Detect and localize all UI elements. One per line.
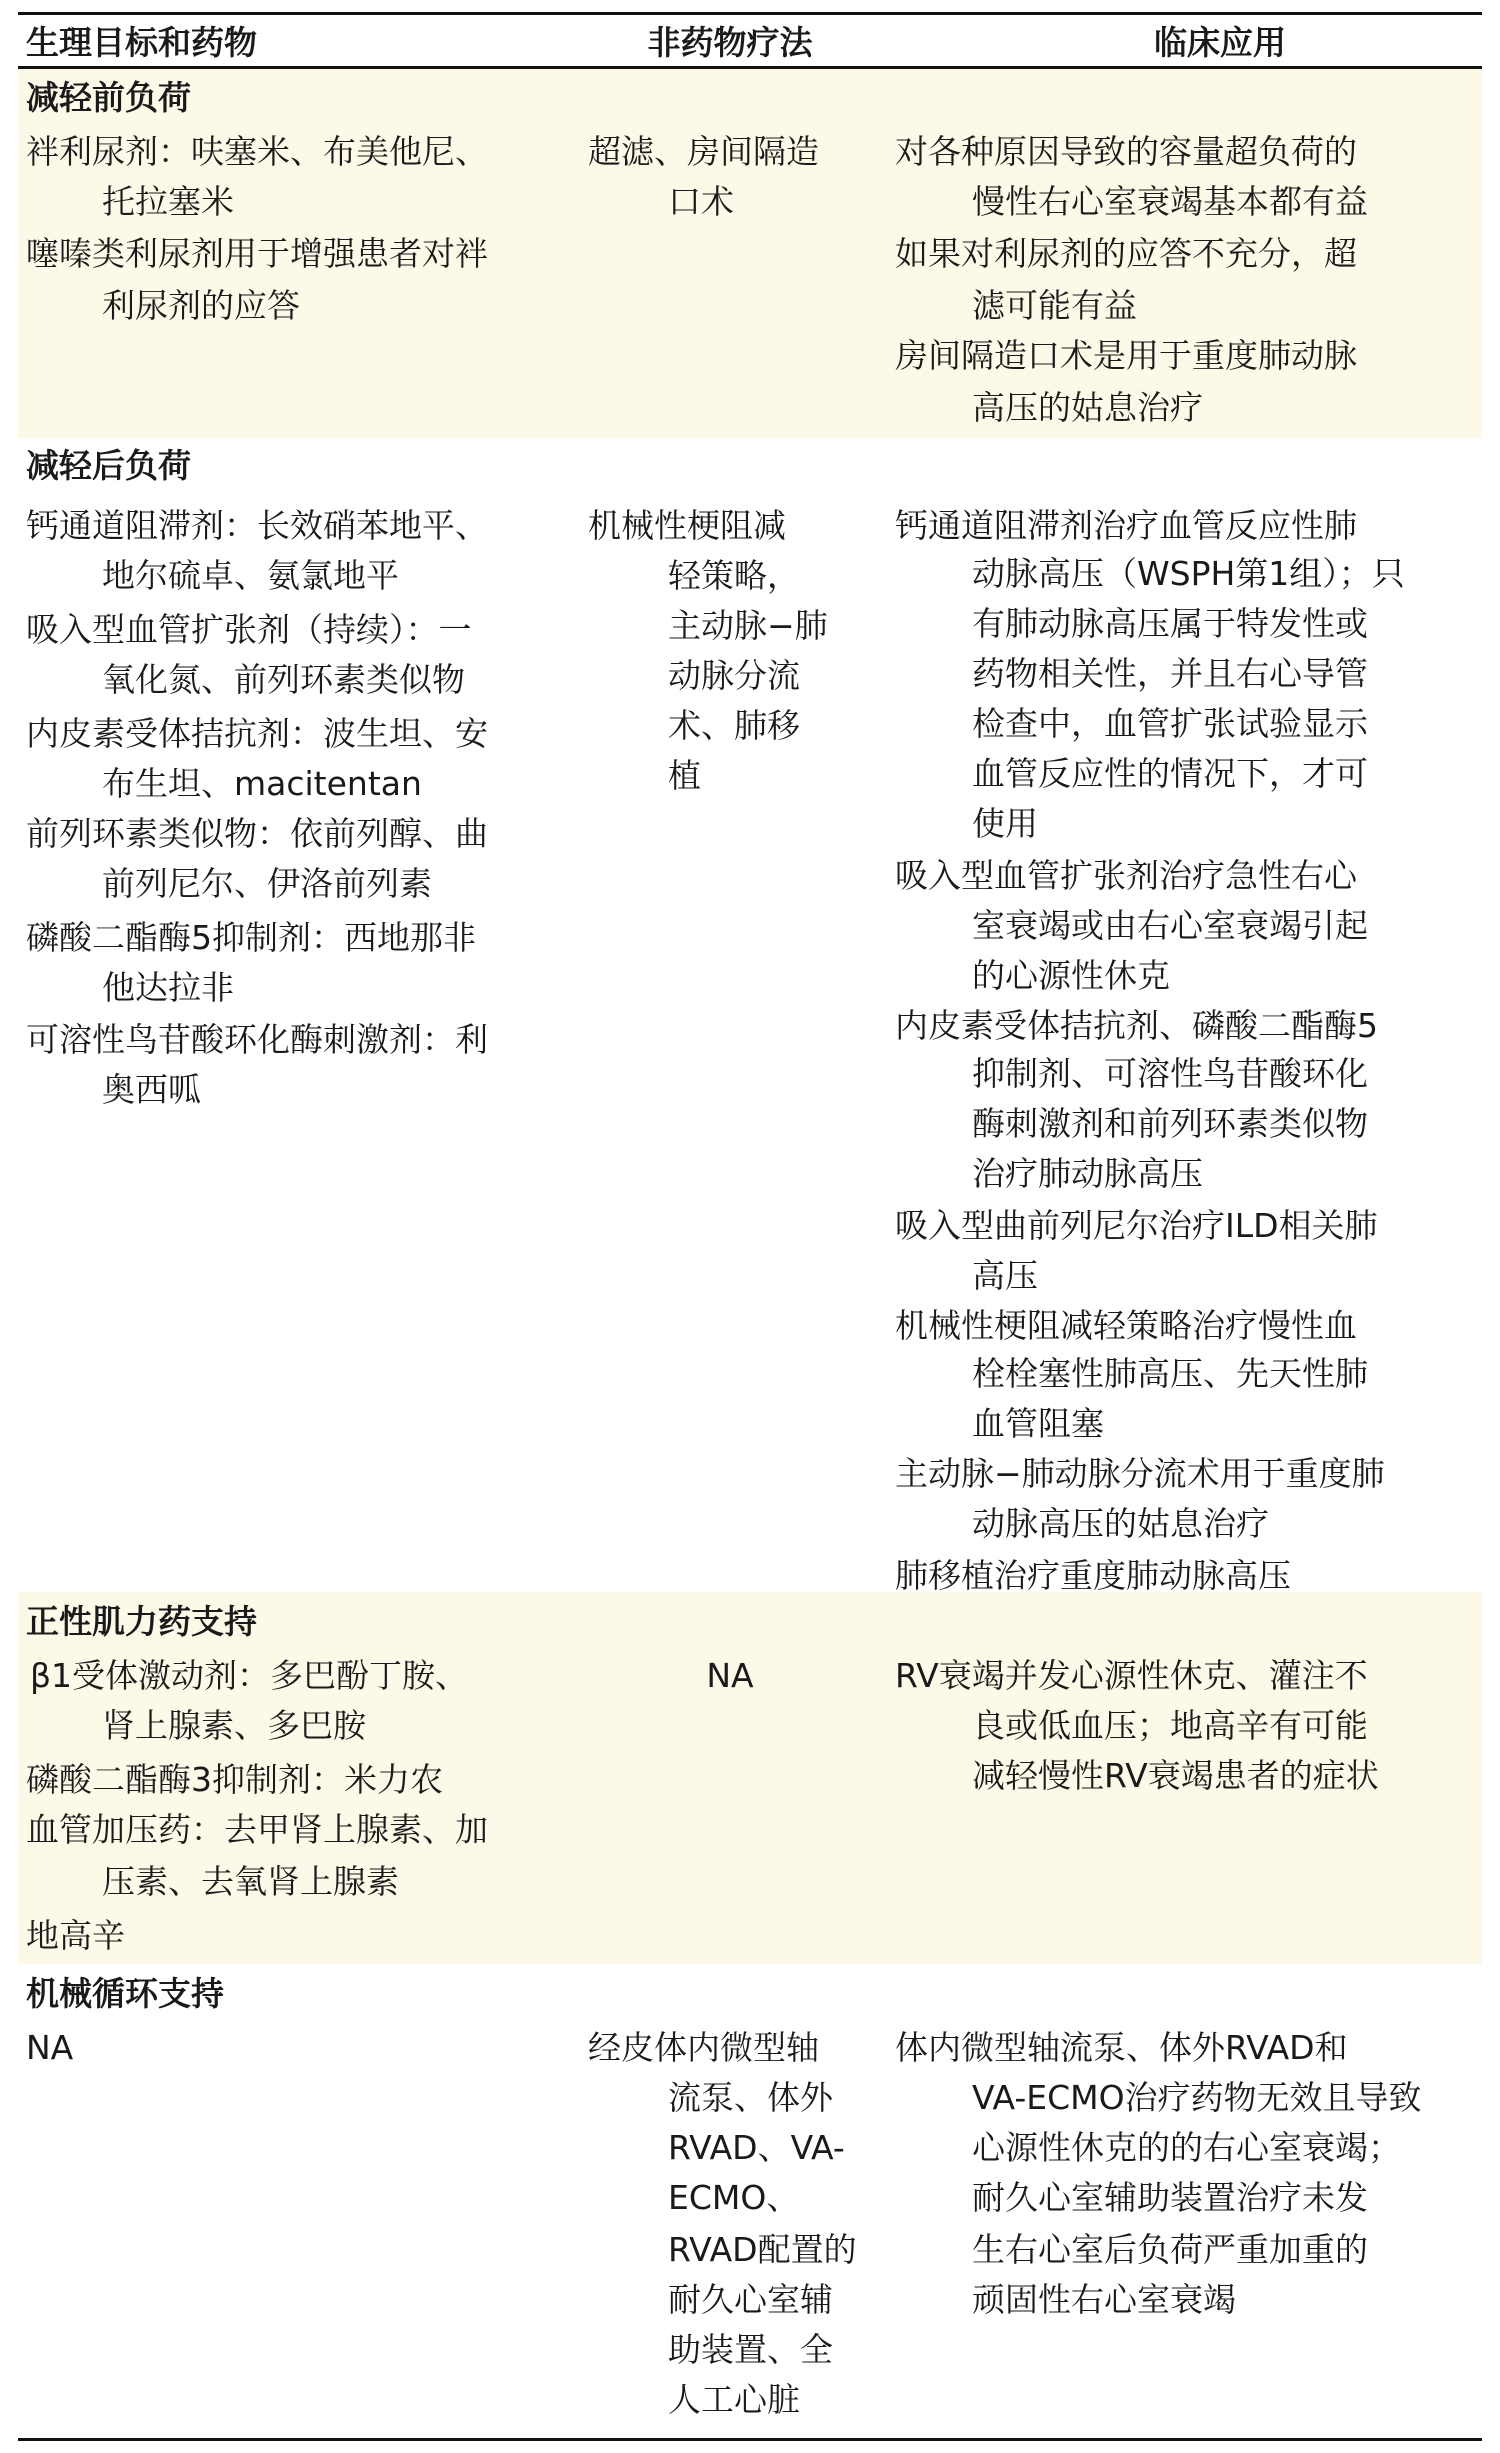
clinical-text-line: 抑制剂、可溶性鸟苷酸环化: [972, 1054, 1368, 1093]
clinical-text-line: 检查中，血管扩张试验显示: [972, 704, 1368, 743]
clinical-text-line: 顽固性右心室衰竭: [972, 2280, 1236, 2319]
nondrug-text-line: 人工心脏: [668, 2380, 800, 2419]
drug-text-line: 血管加压药：去甲肾上腺素、加: [26, 1810, 488, 1849]
clinical-text-line: 慢性右心室衰竭基本都有益: [972, 182, 1368, 221]
drug-text-line: 肾上腺素、多巴胺: [102, 1706, 366, 1745]
header-drugs: 生理目标和药物: [26, 23, 257, 62]
clinical-text-line: 如果对利尿剂的应答不充分，超: [895, 234, 1357, 273]
clinical-text-line: 内皮素受体拮抗剂、磷酸二酯酶5: [895, 1006, 1378, 1045]
table-bottom-rule: [18, 2438, 1482, 2441]
drug-text-line: NA: [26, 2028, 74, 2067]
nondrug-text-line: 动脉分流: [668, 656, 800, 695]
clinical-text-line: 对各种原因导致的容量超负荷的: [895, 132, 1357, 171]
drug-text-line: 吸入型血管扩张剂（持续）：一: [26, 610, 472, 649]
nondrug-text-line: 经皮体内微型轴: [588, 2028, 819, 2067]
nondrug-text-line: 口术: [668, 182, 734, 221]
clinical-text-line: 药物相关性，并且右心导管: [972, 654, 1368, 693]
nondrug-text-line: 流泵、体外: [668, 2078, 833, 2117]
clinical-text-line: 心源性休克的的右心室衰竭；: [972, 2128, 1401, 2167]
drug-text-line: 地高辛: [26, 1916, 125, 1955]
nondrug-text-line: 主动脉−肺: [668, 606, 828, 645]
drug-text-line: 托拉塞米: [102, 182, 234, 221]
clinical-text-line: 使用: [972, 804, 1038, 843]
clinical-text-line: 动脉高压（WSPH第1组）；只: [972, 554, 1405, 593]
clinical-text-line: 室衰竭或由右心室衰竭引起: [972, 906, 1368, 945]
nondrug-text-line: 助装置、全: [668, 2330, 833, 2369]
clinical-text-line: 耐久心室辅助装置治疗未发: [972, 2178, 1368, 2217]
header-nondrug: 非药物疗法: [647, 23, 813, 62]
nondrug-text-line: RVAD、VA-: [668, 2128, 845, 2167]
clinical-text-line: 钙通道阻滞剂治疗血管反应性肺: [895, 506, 1357, 545]
nondrug-text-line: 耐久心室辅: [668, 2280, 833, 2319]
clinical-text-line: 肺移植治疗重度肺动脉高压: [895, 1556, 1291, 1595]
clinical-text-line: 酶刺激剂和前列环素类似物: [972, 1104, 1368, 1143]
nondrug-text-line: ECMO、: [668, 2178, 800, 2217]
drug-text-line: 利尿剂的应答: [102, 286, 300, 325]
drug-text-line: 前列环素类似物：依前列醇、曲: [26, 814, 488, 853]
clinical-text-line: 生右心室后负荷严重加重的: [972, 2230, 1368, 2269]
clinical-text-line: 减轻慢性RV衰竭患者的症状: [972, 1756, 1379, 1795]
table-top-rule: [18, 12, 1482, 15]
clinical-text-line: 吸入型血管扩张剂治疗急性右心: [895, 856, 1357, 895]
nondrug-text-line: 超滤、房间隔造: [588, 132, 819, 171]
clinical-text-line: 房间隔造口术是用于重度肺动脉: [895, 336, 1357, 375]
nondrug-text-line: 术、肺移: [668, 706, 800, 745]
section-title: 正性肌力药支持: [26, 1602, 257, 1641]
clinical-text-line: 吸入型曲前列尼尔治疗ILD相关肺: [895, 1206, 1378, 1245]
drug-text-line: 地尔硫卓、氨氯地平: [102, 556, 399, 595]
clinical-text-line: 血管反应性的情况下，才可: [972, 754, 1368, 793]
drug-text-line: 磷酸二酯酶5抑制剂：西地那非: [26, 918, 476, 957]
drug-text-line: 钙通道阻滞剂：长效硝苯地平、: [26, 506, 488, 545]
clinical-text-line: 栓栓塞性肺高压、先天性肺: [972, 1354, 1368, 1393]
clinical-text-line: RV衰竭并发心源性休克、灌注不: [895, 1656, 1368, 1695]
clinical-text-line: 有肺动脉高压属于特发性或: [972, 604, 1368, 643]
clinical-text-line: 体内微型轴流泵、体外RVAD和: [895, 2028, 1348, 2067]
nondrug-text-line: NA: [706, 1656, 754, 1695]
clinical-text-line: 治疗肺动脉高压: [972, 1154, 1203, 1193]
drug-text-line: 布生坦、macitentan: [102, 764, 422, 803]
drug-text-line: 袢利尿剂：呋塞米、布美他尼、: [26, 132, 488, 171]
drug-text-line: 噻嗪类利尿剂用于增强患者对袢: [26, 234, 488, 273]
clinical-text-line: 动脉高压的姑息治疗: [972, 1504, 1269, 1543]
clinical-text-line: 滤可能有益: [972, 286, 1137, 325]
nondrug-text-line: 轻策略，: [668, 556, 800, 595]
drug-text-line: 内皮素受体拮抗剂：波生坦、安: [26, 714, 488, 753]
header-clinical: 临床应用: [1154, 23, 1286, 62]
clinical-text-line: 高压: [972, 1256, 1038, 1295]
clinical-text-line: VA-ECMO治疗药物无效且导致: [972, 2078, 1422, 2117]
drug-text-line: 他达拉非: [102, 968, 234, 1007]
section-title: 减轻前负荷: [26, 78, 191, 117]
drug-text-line: 奥西呱: [102, 1070, 201, 1109]
section-title: 机械循环支持: [26, 1974, 224, 2013]
nondrug-text-line: 机械性梗阻减: [588, 506, 786, 545]
clinical-text-line: 良或低血压；地高辛有可能: [972, 1706, 1368, 1745]
drug-text-line: 前列尼尔、伊洛前列素: [102, 864, 432, 903]
nondrug-text-line: RVAD配置的: [668, 2230, 857, 2269]
clinical-text-line: 血管阻塞: [972, 1404, 1104, 1443]
drug-text-line: β1受体激动剂：多巴酚丁胺、: [30, 1656, 469, 1695]
clinical-text-line: 机械性梗阻减轻策略治疗慢性血: [895, 1306, 1357, 1345]
drug-text-line: 可溶性鸟苷酸环化酶刺激剂：利: [26, 1020, 488, 1059]
clinical-text-line: 的心源性休克: [972, 956, 1170, 995]
nondrug-text-line: 植: [668, 756, 701, 795]
section-title: 减轻后负荷: [26, 446, 191, 485]
drug-text-line: 氧化氮、前列环素类似物: [102, 660, 465, 699]
clinical-text-line: 主动脉−肺动脉分流术用于重度肺: [895, 1454, 1385, 1493]
clinical-text-line: 高压的姑息治疗: [972, 388, 1203, 427]
drug-text-line: 磷酸二酯酶3抑制剂：米力农: [26, 1760, 443, 1799]
drug-text-line: 压素、去氧肾上腺素: [102, 1862, 399, 1901]
